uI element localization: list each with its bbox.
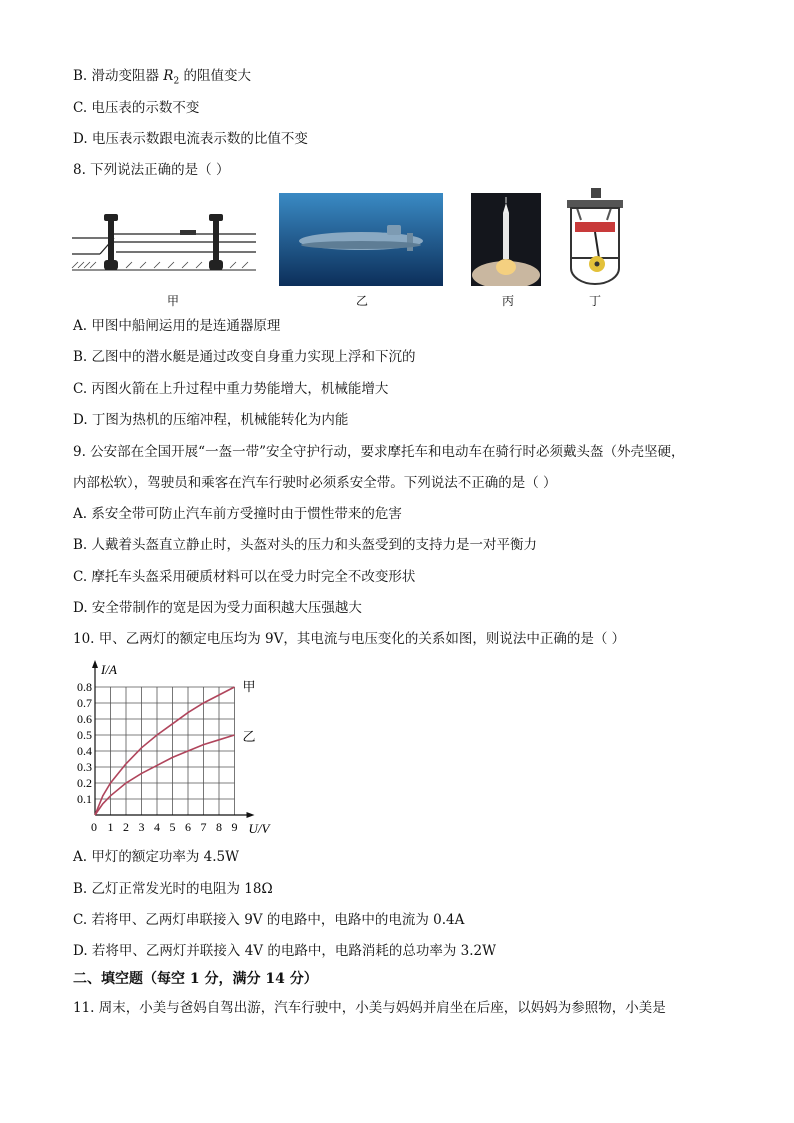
series-line-yi [95, 735, 235, 815]
q7-option-c: C. 电压表的示数不变 [73, 100, 200, 116]
q9-option-c: C. 摩托车头盔采用硬质材料可以在受力时完全不改变形状 [73, 569, 416, 585]
q11-stem: 11. 周末，小美与爸妈自驾出游，汽车行驶中，小美与妈妈并肩坐在后座，以妈妈为参照物，小美是 [73, 1000, 666, 1016]
x-tick-label: 1 [107, 820, 114, 834]
x-tick-label: 0 [91, 820, 97, 834]
y-tick-label: 0.3 [77, 760, 92, 774]
q9-option-a: A. 系安全带可防止汽车前方受撞时由于惯性带来的危害 [73, 506, 402, 522]
caption-yi: 乙 [355, 294, 368, 308]
submarine-figure [279, 193, 443, 286]
x-tick-label: 4 [154, 820, 160, 834]
x-axis-arrow [247, 812, 255, 818]
x-tick-label: 5 [169, 820, 176, 834]
q9-stem-line2: 内部松软），驾驶员和乘客在汽车行驶时必须系安全带。下列说法不正确的是（ ） [73, 475, 557, 491]
y-tick-label: 0.6 [77, 712, 92, 726]
q9-option-d: D. 安全带制作的宽是因为受力面积越大压强越大 [73, 600, 362, 616]
engine-cylinder-figure [563, 186, 627, 286]
x-tick-label: 3 [138, 820, 145, 834]
caption-ding: 丁 [588, 294, 601, 308]
caption-bing: 丙 [501, 294, 514, 308]
y-tick-label: 0.1 [77, 792, 92, 806]
q10-option-d: D. 若将甲、乙两灯并联接入 4V 的电路中，电路消耗的总功率为 3.2W [73, 943, 496, 959]
q10-option-b: B. 乙灯正常发光时的电阻为 18Ω [73, 881, 273, 897]
rocket-figure [471, 193, 541, 286]
x-tick-label: 8 [216, 820, 222, 834]
x-tick-label: 7 [200, 820, 207, 834]
ship-lock-figure [70, 212, 260, 282]
q8-stem: 8. 下列说法正确的是（ ） [73, 162, 230, 178]
y-tick-label: 0.5 [77, 728, 92, 742]
x-tick-label: 2 [123, 820, 129, 834]
q10-option-a: A. 甲灯的额定功率为 4.5W [73, 849, 239, 865]
q10-option-c: C. 若将甲、乙两灯串联接入 9V 的电路中，电路中的电流为 0.4A [73, 912, 465, 928]
x-tick-label: 6 [185, 820, 191, 834]
y-tick-label: 0.2 [77, 776, 92, 790]
series-label-yi: 乙 [242, 729, 256, 744]
q7-option-b: B. 滑动变阻器 $R_2$ 的阻值变大 [73, 68, 251, 87]
q7-option-d: D. 电压表示数跟电流表示数的比值不变 [73, 131, 308, 147]
caption-jia: 甲 [166, 294, 179, 308]
q8-option-d: D. 丁图为热机的压缩冲程，机械能转化为内能 [73, 412, 349, 428]
q10-stem: 10. 甲、乙两灯的额定电压均为 9V，其电流与电压变化的关系如图，则说法中正确的是（ ） [73, 631, 626, 647]
q9-stem-line1: 9. 公安部在全国开展“一盔一带”安全守护行动，要求摩托车和电动车在骑行时必须戴头盔（外壳坚硬， [73, 444, 685, 460]
y-tick-label: 0.7 [77, 696, 92, 710]
q8-option-c: C. 丙图火箭在上升过程中重力势能增大，机械能增大 [73, 381, 389, 397]
q9-option-b: B. 人戴着头盔直立静止时，头盔对头的压力和头盔受到的支持力是一对平衡力 [73, 537, 538, 553]
y-tick-label: 0.8 [77, 680, 92, 694]
series-label-jia: 甲 [242, 679, 256, 694]
y-tick-label: 0.4 [77, 744, 92, 758]
q8-option-a: A. 甲图中船闸运用的是连通器原理 [73, 318, 281, 334]
x-axis-label: U/V [248, 821, 270, 836]
y-axis-arrow [92, 660, 98, 668]
y-axis-label: I/A [101, 662, 117, 677]
iv-chart [60, 656, 290, 840]
x-tick-label: 9 [231, 820, 238, 834]
q8-option-b: B. 乙图中的潜水艇是通过改变自身重力实现上浮和下沉的 [73, 349, 416, 365]
section-heading: 二、填空题（每空 1 分，满分 14 分） [73, 971, 318, 987]
